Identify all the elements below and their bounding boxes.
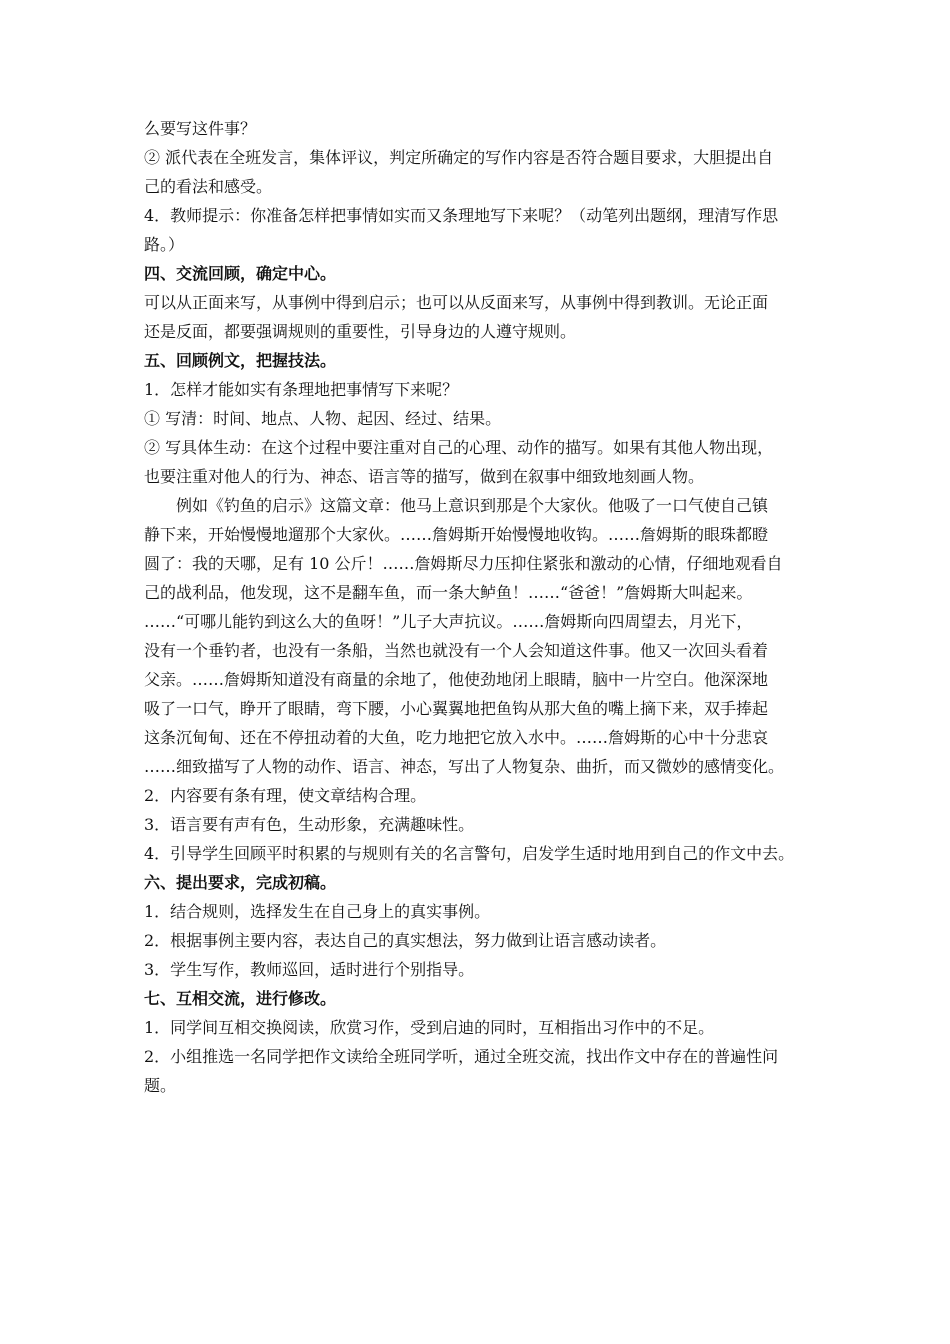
text-line: ……细致描写了人物的动作、语言、神态，写出了人物复杂、曲折，而又微妙的感情变化。 bbox=[144, 757, 785, 776]
text-line: 2．内容要有条有理，使文章结构合理。 bbox=[144, 786, 427, 805]
text-line: 圆了：我的天哪，足有 10 公斤！……詹姆斯尽力压抑住紧张和激动的心情，仔细地观看自 bbox=[144, 554, 783, 573]
text-line: 3．学生写作，教师巡回，适时进行个别指导。 bbox=[144, 960, 475, 979]
text-line: 例如《钓鱼的启示》这篇文章：他马上意识到那是个大家伙。他吸了一口气使自己镇 bbox=[176, 496, 769, 515]
text-line: 4．教师提示：你准备怎样把事情如实而又条理地写下来呢？（动笔列出题纲，理清写作思 bbox=[144, 206, 779, 225]
text-line: ② 写具体生动：在这个过程中要注重对自己的心理、动作的描写。如果有其他人物出现， bbox=[144, 438, 774, 457]
section-heading: 五、回顾例文，把握技法。 bbox=[144, 351, 337, 370]
text-line: 吸了一口气，睁开了眼睛，弯下腰，小心翼翼地把鱼钩从那大鱼的嘴上摘下来，双手捧起 bbox=[144, 699, 769, 718]
text-line: 这条沉甸甸、还在不停扭动着的大鱼，吃力地把它放入水中。……詹姆斯的心中十分悲哀 bbox=[144, 728, 769, 747]
section-heading: 六、提出要求，完成初稿。 bbox=[144, 873, 337, 892]
text-line: 2．根据事例主要内容，表达自己的真实想法，努力做到让语言感动读者。 bbox=[144, 931, 667, 950]
text-line: 静下来，开始慢慢地遛那个大家伙。……詹姆斯开始慢慢地收钩。……詹姆斯的眼珠都瞪 bbox=[144, 525, 769, 544]
text-line: 4．引导学生回顾平时积累的与规则有关的名言警句，启发学生适时地用到自己的作文中去。 bbox=[144, 844, 795, 863]
text-line: 路。） bbox=[144, 235, 185, 254]
text-line: 2．小组推选一名同学把作文读给全班同学听，通过全班交流，找出作文中存在的普遍性问 bbox=[144, 1047, 779, 1066]
text-line: 么要写这件事？ bbox=[144, 119, 257, 138]
text-line: 父亲。……詹姆斯知道没有商量的余地了，他使劲地闭上眼睛，脑中一片空白。他深深地 bbox=[144, 670, 769, 689]
text-line: ……“可哪儿能钓到这么大的鱼呀！”儿子大声抗议。……詹姆斯向四周望去，月光下， bbox=[144, 612, 753, 631]
section-heading: 四、交流回顾，确定中心。 bbox=[144, 264, 337, 283]
document-body bbox=[144, 114, 824, 1100]
text-line: 1．同学间互相交换阅读，欣赏习作，受到启迪的同时，互相指出习作中的不足。 bbox=[144, 1018, 715, 1037]
text-line: 1．怎样才能如实有条理地把事情写下来呢？ bbox=[144, 380, 459, 399]
text-line: 己的看法和感受。 bbox=[144, 177, 273, 196]
text-line: 题。 bbox=[144, 1076, 177, 1095]
text-line: 可以从正面来写，从事例中得到启示；也可以从反面来写，从事例中得到教训。无论正面 bbox=[144, 293, 769, 312]
text-line: ① 写清：时间、地点、人物、起因、经过、结果。 bbox=[144, 409, 502, 428]
text-line: ② 派代表在全班发言，集体评议，判定所确定的写作内容是否符合题目要求，大胆提出自 bbox=[144, 148, 774, 167]
section-heading: 七、互相交流，进行修改。 bbox=[144, 989, 337, 1008]
text-line: 也要注重对他人的行为、神态、语言等的描写，做到在叙事中细致地刻画人物。 bbox=[144, 467, 705, 486]
text-line: 己的战利品，他发现，这不是翻车鱼，而一条大鲈鱼！……“爸爸！”詹姆斯大叫起来。 bbox=[144, 583, 753, 602]
text-line: 1．结合规则，选择发生在自己身上的真实事例。 bbox=[144, 902, 491, 921]
text-line: 3．语言要有声有色，生动形象，充满趣味性。 bbox=[144, 815, 475, 834]
text-line: 没有一个垂钓者，也没有一条船，当然也就没有一个人会知道这件事。他又一次回头看着 bbox=[144, 641, 769, 660]
text-line: 还是反面，都要强调规则的重要性，引导身边的人遵守规则。 bbox=[144, 322, 577, 341]
